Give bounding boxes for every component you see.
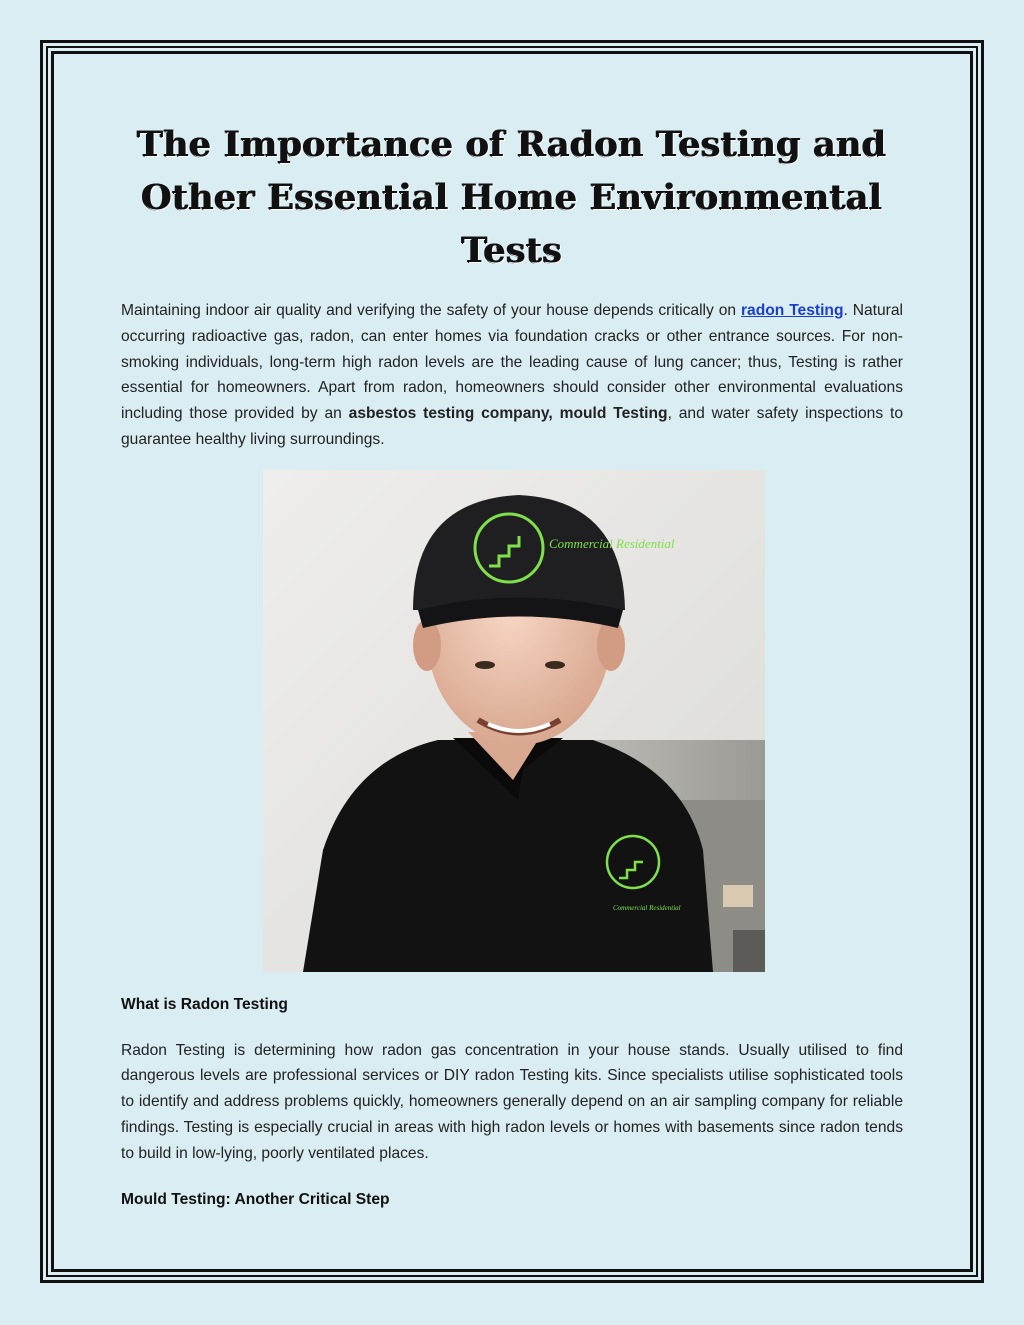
intro-text-3: , and water safety inspections to guarantee healthy living surroundings. (121, 405, 903, 448)
cap-logo-text: Commercial Residential (549, 535, 675, 551)
intro-bold-text: asbestos testing company, mould Testing (348, 405, 668, 423)
document-title: The Importance of Radon Testing and Other Essential Home Environmental Tests (137, 124, 887, 271)
intro-text-2: . Natural occurring radioactive gas, radon, can enter homes via foundation cracks or other entrance sources. For non-smoking individuals, long-term high radon levels are the leading cause of lung cancer; thus, Testing is rather essential for homeowners. Apart from radon, homeowners should consider other environmental evaluations including those provided by an (121, 302, 903, 423)
intro-paragraph (121, 298, 903, 453)
inspector-photo (263, 470, 765, 972)
section-heading-radon: What is Radon Testing (121, 995, 288, 1013)
document-content (121, 118, 903, 1212)
intro-text-1: Maintaining indoor air quality and verifying the safety of your house depends critically on (121, 302, 741, 319)
shirt-logo-text: Commercial Residential (613, 903, 681, 912)
radon-testing-link[interactable]: radon Testing (740, 302, 844, 319)
section-heading-mould: Mould Testing: Another Critical Step (121, 1190, 390, 1208)
section-body-radon: Radon Testing is determining how radon gas concentration in your house stands. Usually utilised to find dangerous levels are professional services or DIY radon Testing kits. Since specialists utilise sophisticated tools to identify and address problems quickly, homeowners generally depend on an air sampling company for reliable findings. Testing is especially crucial in areas with high radon levels or homes with basements since radon tends to build in low-lying, poorly ventilated places. (121, 1041, 903, 1162)
